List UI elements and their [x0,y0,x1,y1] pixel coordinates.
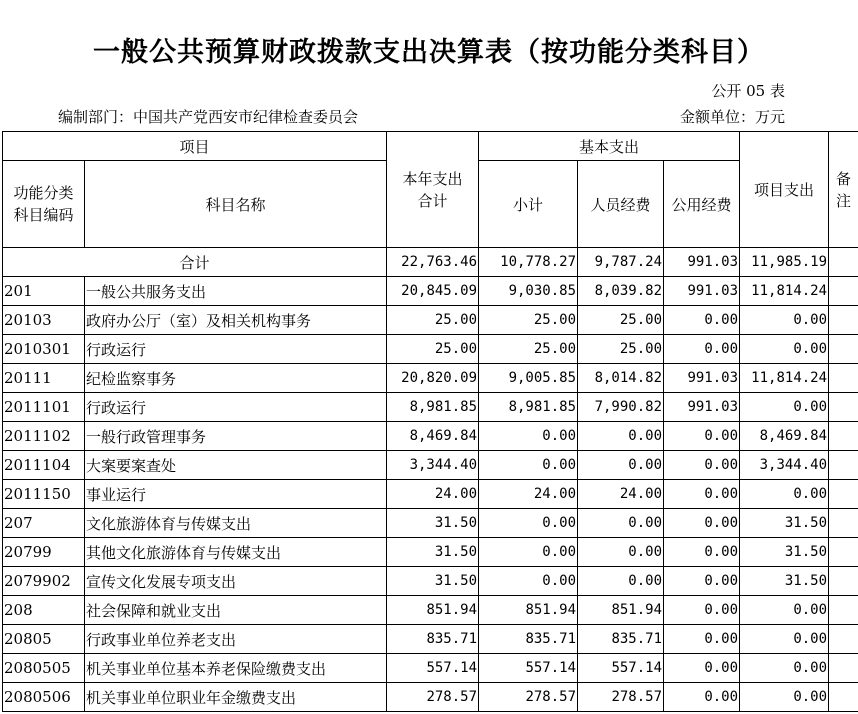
table-row [3,596,858,625]
cell-name: 机关事业单位基本养老保险缴费支出 [85,654,387,683]
total-label: 合计 [3,248,387,277]
cell-total: 835.71 [387,625,479,654]
cell-remark [829,683,858,712]
table-row [3,451,858,480]
total-row [3,248,858,277]
cell-code: 2011101 [3,393,85,422]
cell-name: 机关事业单位职业年金缴费支出 [85,683,387,712]
header-project-exp: 项目支出 [740,132,829,248]
table-row [3,567,858,596]
cell-subtotal: 835.71 [479,625,578,654]
cell-code: 20111 [3,364,85,393]
cell-subtotal: 0.00 [479,509,578,538]
dept-label: 编制部门：中国共产党西安市纪律检查委员会 [58,108,359,126]
cell-subtotal: 25.00 [479,306,578,335]
cell-public: 0.00 [664,567,740,596]
cell-name: 大案要案查处 [85,451,387,480]
header-subtotal: 小计 [479,161,578,248]
cell-project: 0.00 [740,654,829,683]
header-remark-l1: 备 [836,169,852,188]
cell-total: 8,981.85 [387,393,479,422]
header-total [387,132,479,248]
cell-public: 0.00 [664,422,740,451]
header-total-l2: 合计 [417,191,448,210]
cell-remark [829,596,858,625]
cell-name: 行政运行 [85,335,387,364]
cell-personnel: 25.00 [578,306,664,335]
cell-subtotal: 278.57 [479,683,578,712]
cell-public: 0.00 [664,625,740,654]
cell-name: 政府办公厅（室）及相关机构事务 [85,306,387,335]
cell-personnel: 24.00 [578,480,664,509]
cell-total: 557.14 [387,654,479,683]
cell-project: 0.00 [740,596,829,625]
total-subtotal: 10,778.27 [479,248,578,277]
cell-subtotal: 0.00 [479,451,578,480]
cell-project: 11,814.24 [740,364,829,393]
cell-public: 0.00 [664,480,740,509]
cell-public: 0.00 [664,596,740,625]
table-row [3,422,858,451]
cell-code: 2011104 [3,451,85,480]
cell-public: 0.00 [664,683,740,712]
cell-remark [829,509,858,538]
cell-name: 一般公共服务支出 [85,277,387,306]
cell-subtotal: 0.00 [479,538,578,567]
cell-personnel: 25.00 [578,335,664,364]
cell-name: 行政运行 [85,393,387,422]
cell-code: 20805 [3,625,85,654]
header-project: 项目 [3,132,387,161]
table-row [3,480,858,509]
cell-project: 0.00 [740,683,829,712]
cell-code: 2079902 [3,567,85,596]
header-code-l2: 科目编码 [13,206,74,224]
cell-remark [829,393,858,422]
budget-table [2,131,858,712]
cell-personnel: 835.71 [578,625,664,654]
cell-personnel: 0.00 [578,422,664,451]
cell-public: 991.03 [664,393,740,422]
cell-remark [829,625,858,654]
table-row [3,393,858,422]
cell-code: 207 [3,509,85,538]
cell-name: 其他文化旅游体育与传媒支出 [85,538,387,567]
cell-total: 3,344.40 [387,451,479,480]
cell-personnel: 278.57 [578,683,664,712]
cell-subtotal: 8,981.85 [479,393,578,422]
cell-personnel: 557.14 [578,654,664,683]
cell-code: 201 [3,277,85,306]
cell-name: 文化旅游体育与传媒支出 [85,509,387,538]
cell-personnel: 0.00 [578,567,664,596]
cell-total: 278.57 [387,683,479,712]
cell-total: 31.50 [387,509,479,538]
cell-subtotal: 24.00 [479,480,578,509]
cell-public: 991.03 [664,364,740,393]
cell-personnel: 0.00 [578,509,664,538]
cell-public: 0.00 [664,451,740,480]
cell-public: 0.00 [664,654,740,683]
cell-name: 社会保障和就业支出 [85,596,387,625]
table-row [3,509,858,538]
header-personnel: 人员经费 [578,161,664,248]
cell-total: 31.50 [387,567,479,596]
cell-personnel: 7,990.82 [578,393,664,422]
cell-project: 0.00 [740,306,829,335]
cell-code: 2011102 [3,422,85,451]
cell-project: 0.00 [740,480,829,509]
header-remark [829,132,858,248]
cell-subtotal: 25.00 [479,335,578,364]
cell-project: 31.50 [740,538,829,567]
cell-subtotal: 9,030.85 [479,277,578,306]
cell-total: 31.50 [387,538,479,567]
table-row [3,277,858,306]
cell-code: 208 [3,596,85,625]
cell-code: 2010301 [3,335,85,364]
cell-remark [829,306,858,335]
header-remark-l2: 注 [836,191,852,210]
cell-personnel: 0.00 [578,451,664,480]
cell-personnel: 8,039.82 [578,277,664,306]
cell-remark [829,277,858,306]
cell-code: 2080505 [3,654,85,683]
cell-code: 20103 [3,306,85,335]
cell-public: 991.03 [664,277,740,306]
header-total-l1: 本年支出 [402,169,463,188]
cell-subtotal: 0.00 [479,422,578,451]
cell-personnel: 0.00 [578,538,664,567]
header-name: 科目名称 [85,161,387,248]
header-code-l1: 功能分类 [13,184,74,202]
header-public: 公用经费 [664,161,740,248]
cell-total: 25.00 [387,306,479,335]
table-row [3,538,858,567]
cell-code: 20799 [3,538,85,567]
cell-total: 24.00 [387,480,479,509]
table-row [3,683,858,712]
cell-name: 一般行政管理事务 [85,422,387,451]
page-title: 一般公共预算财政拨款支出决算表（按功能分类科目） [93,37,765,68]
total-total: 22,763.46 [387,248,479,277]
total-personnel: 9,787.24 [578,248,664,277]
cell-name: 行政事业单位养老支出 [85,625,387,654]
table-row [3,335,858,364]
table-row [3,654,858,683]
table-row [3,306,858,335]
cell-public: 0.00 [664,538,740,567]
cell-subtotal: 557.14 [479,654,578,683]
cell-public: 0.00 [664,306,740,335]
cell-code: 2011150 [3,480,85,509]
total-public: 991.03 [664,248,740,277]
unit-label: 金额单位：万元 [679,108,785,126]
cell-subtotal: 851.94 [479,596,578,625]
total-project: 11,985.19 [740,248,829,277]
cell-personnel: 8,014.82 [578,364,664,393]
cell-project: 3,344.40 [740,451,829,480]
total-remark [829,248,858,277]
cell-name: 事业运行 [85,480,387,509]
cell-total: 8,469.84 [387,422,479,451]
cell-subtotal: 9,005.85 [479,364,578,393]
cell-remark [829,654,858,683]
cell-project: 31.50 [740,567,829,596]
cell-name: 宣传文化发展专项支出 [85,567,387,596]
cell-project: 0.00 [740,625,829,654]
cell-remark [829,422,858,451]
table-row [3,364,858,393]
header-code [3,161,85,248]
cell-remark [829,364,858,393]
cell-total: 20,820.09 [387,364,479,393]
cell-remark [829,538,858,567]
cell-total: 25.00 [387,335,479,364]
form-code: 公开 05 表 [711,82,785,100]
cell-project: 31.50 [740,509,829,538]
cell-subtotal: 0.00 [479,567,578,596]
cell-project: 0.00 [740,393,829,422]
cell-remark [829,480,858,509]
cell-remark [829,335,858,364]
cell-code: 2080506 [3,683,85,712]
cell-total: 20,845.09 [387,277,479,306]
cell-remark [829,451,858,480]
cell-personnel: 851.94 [578,596,664,625]
cell-project: 0.00 [740,335,829,364]
header-basic: 基本支出 [479,132,740,161]
cell-remark [829,567,858,596]
cell-total: 851.94 [387,596,479,625]
cell-project: 11,814.24 [740,277,829,306]
cell-project: 8,469.84 [740,422,829,451]
cell-public: 0.00 [664,509,740,538]
table-row [3,625,858,654]
cell-name: 纪检监察事务 [85,364,387,393]
cell-public: 0.00 [664,335,740,364]
